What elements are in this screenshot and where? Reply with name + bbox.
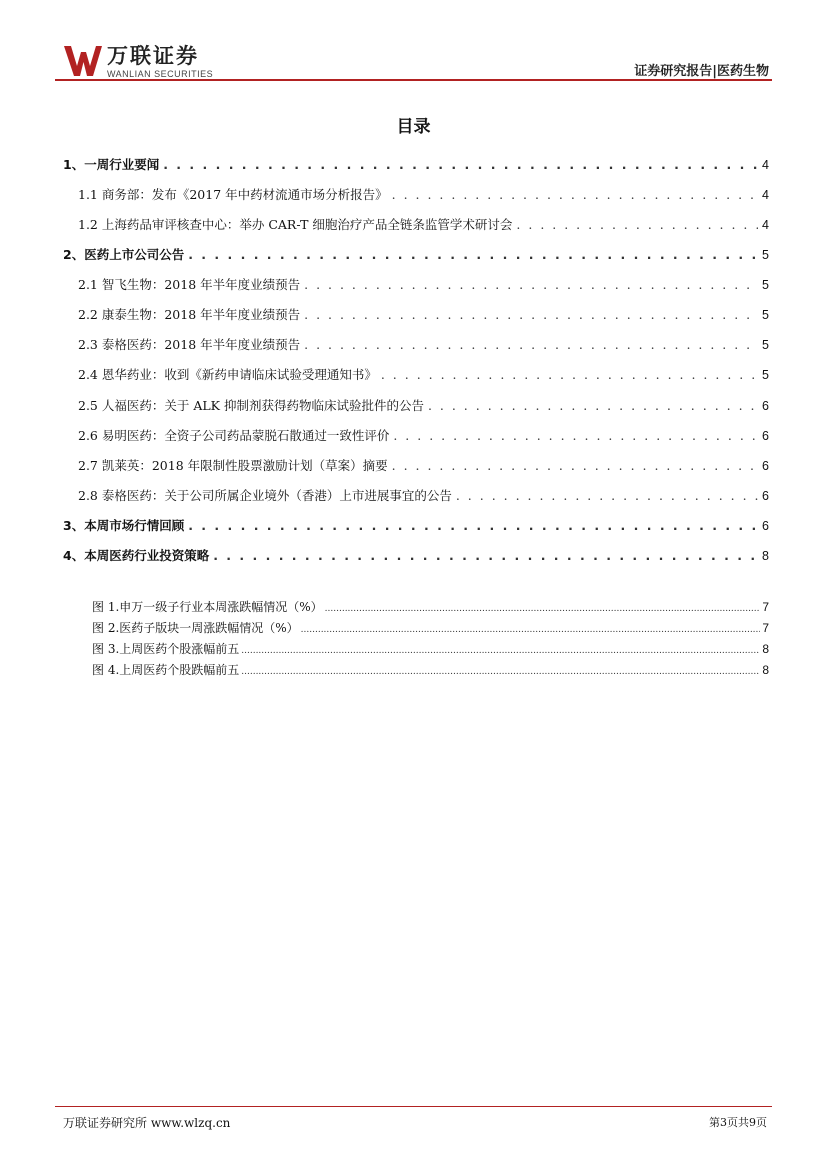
toc-entry[interactable] xyxy=(78,426,769,444)
toc-entry-label: 3、本周市场行情回顾 xyxy=(63,518,185,533)
toc-entry-label: 2.3 泰格医药：2018 年半年度业绩预告 xyxy=(78,337,301,352)
figure-entry[interactable] xyxy=(92,598,769,615)
toc-entry-page: 6 xyxy=(762,429,769,443)
toc-leader-dots xyxy=(516,217,758,232)
toc-entry[interactable] xyxy=(63,245,769,263)
toc-leader-dots xyxy=(381,367,758,382)
company-logo xyxy=(63,44,243,84)
toc-entry-label: 2.5 人福医药：关于 ALK 抑制剂获得药物临床试验批件的公告 xyxy=(78,398,424,413)
toc-entry[interactable] xyxy=(63,516,769,534)
page-number: 第3页共9页 xyxy=(709,1116,767,1129)
figure-entry-page: 8 xyxy=(762,663,769,677)
figure-entry-label: 图 2.医药子版块一周涨跌幅情况（%） xyxy=(92,621,299,635)
figure-entry-page: 7 xyxy=(762,600,769,614)
toc-entry-page: 5 xyxy=(762,368,769,382)
toc-leader-dots xyxy=(304,307,758,322)
toc-entry-label: 1.2 上海药品审评核查中心：举办 CAR-T 细胞治疗产品全链条监管学术研讨会 xyxy=(78,217,513,232)
toc-entry-label: 1、一周行业要闻 xyxy=(63,157,160,172)
toc-entry-page: 6 xyxy=(762,519,769,533)
figure-entry-page: 8 xyxy=(762,642,769,656)
toc-entry[interactable] xyxy=(78,365,769,383)
wanlian-logo-icon xyxy=(63,44,103,78)
toc-entry-page: 5 xyxy=(762,278,769,292)
figure-leader-dots xyxy=(325,604,761,614)
figure-leader-dots xyxy=(241,667,760,677)
toc-leader-dots xyxy=(188,518,758,533)
toc-entry-page: 6 xyxy=(762,459,769,473)
toc-entry[interactable] xyxy=(78,456,769,474)
toc-entry-label: 2.4 恩华药业：收到《新药申请临床试验受理通知书》 xyxy=(78,367,377,382)
toc-entry-label: 2.7 凯莱英：2018 年限制性股票激励计划（草案）摘要 xyxy=(78,458,388,473)
toc-entry-page: 6 xyxy=(762,399,769,413)
toc-entry-label: 2.6 易明医药：全资子公司药品蒙脱石散通过一致性评价 xyxy=(78,428,390,443)
figure-entry[interactable] xyxy=(92,661,769,678)
toc-entry-label: 1.1 商务部：发布《2017 年中药材流通市场分析报告》 xyxy=(78,187,388,202)
toc-entry[interactable] xyxy=(63,155,769,173)
toc-entry-page: 4 xyxy=(762,218,769,232)
toc-leader-dots xyxy=(392,458,758,473)
header-divider xyxy=(55,79,772,81)
figure-entry[interactable] xyxy=(92,619,769,636)
figure-entry-label: 图 3.上周医药个股涨幅前五 xyxy=(92,642,240,656)
toc-leader-dots xyxy=(393,428,758,443)
toc-entry[interactable] xyxy=(78,486,769,504)
toc-leader-dots xyxy=(304,277,758,292)
footer-institute: 万联证券研究所 www.wlzq.cn xyxy=(63,1116,231,1130)
toc-entry-label: 2.8 泰格医药：关于公司所属企业境外（香港）上市进展事宜的公告 xyxy=(78,488,452,503)
toc-entry-label: 2、医药上市公司公告 xyxy=(63,247,185,262)
figure-entry[interactable] xyxy=(92,640,769,657)
toc-entry-label: 2.2 康泰生物：2018 年半年度业绩预告 xyxy=(78,307,301,322)
toc-leader-dots xyxy=(163,157,758,172)
toc-entry-page: 6 xyxy=(762,489,769,503)
logo-chinese-name: 万联证券 xyxy=(107,44,199,68)
toc-leader-dots xyxy=(456,488,758,503)
figure-entry-label: 图 1.申万一级子行业本周涨跌幅情况（%） xyxy=(92,600,323,614)
toc-entry[interactable] xyxy=(78,335,769,353)
toc-leader-dots xyxy=(428,398,758,413)
logo-english-name: WANLIAN SECURITIES xyxy=(107,69,214,79)
figure-leader-dots xyxy=(301,625,761,635)
toc-entry[interactable] xyxy=(78,305,769,323)
figure-entry-page: 7 xyxy=(762,621,769,635)
report-category: 证券研究报告|医药生物 xyxy=(634,64,769,79)
figure-leader-dots xyxy=(241,646,760,656)
footer-divider xyxy=(55,1106,772,1107)
toc-leader-dots xyxy=(213,548,758,563)
toc-entry[interactable] xyxy=(63,546,769,564)
toc-entry-page: 5 xyxy=(762,338,769,352)
toc-entry-label: 2.1 智飞生物：2018 年半年度业绩预告 xyxy=(78,277,301,292)
toc-leader-dots xyxy=(188,247,758,262)
toc-entry-label: 4、本周医药行业投资策略 xyxy=(63,548,210,563)
toc-title: 目录 xyxy=(396,117,431,137)
figure-entry-label: 图 4.上周医药个股跌幅前五 xyxy=(92,663,240,677)
toc-entry[interactable] xyxy=(78,185,769,203)
toc-leader-dots xyxy=(304,337,758,352)
toc-entry-page: 4 xyxy=(762,158,769,172)
toc-entry[interactable] xyxy=(78,396,769,414)
toc-leader-dots xyxy=(392,187,758,202)
toc-entry-page: 8 xyxy=(762,549,769,563)
toc-entry[interactable] xyxy=(78,215,769,233)
toc-entry[interactable] xyxy=(78,275,769,293)
toc-entry-page: 5 xyxy=(762,248,769,262)
toc-entry-page: 5 xyxy=(762,308,769,322)
toc-entry-page: 4 xyxy=(762,188,769,202)
